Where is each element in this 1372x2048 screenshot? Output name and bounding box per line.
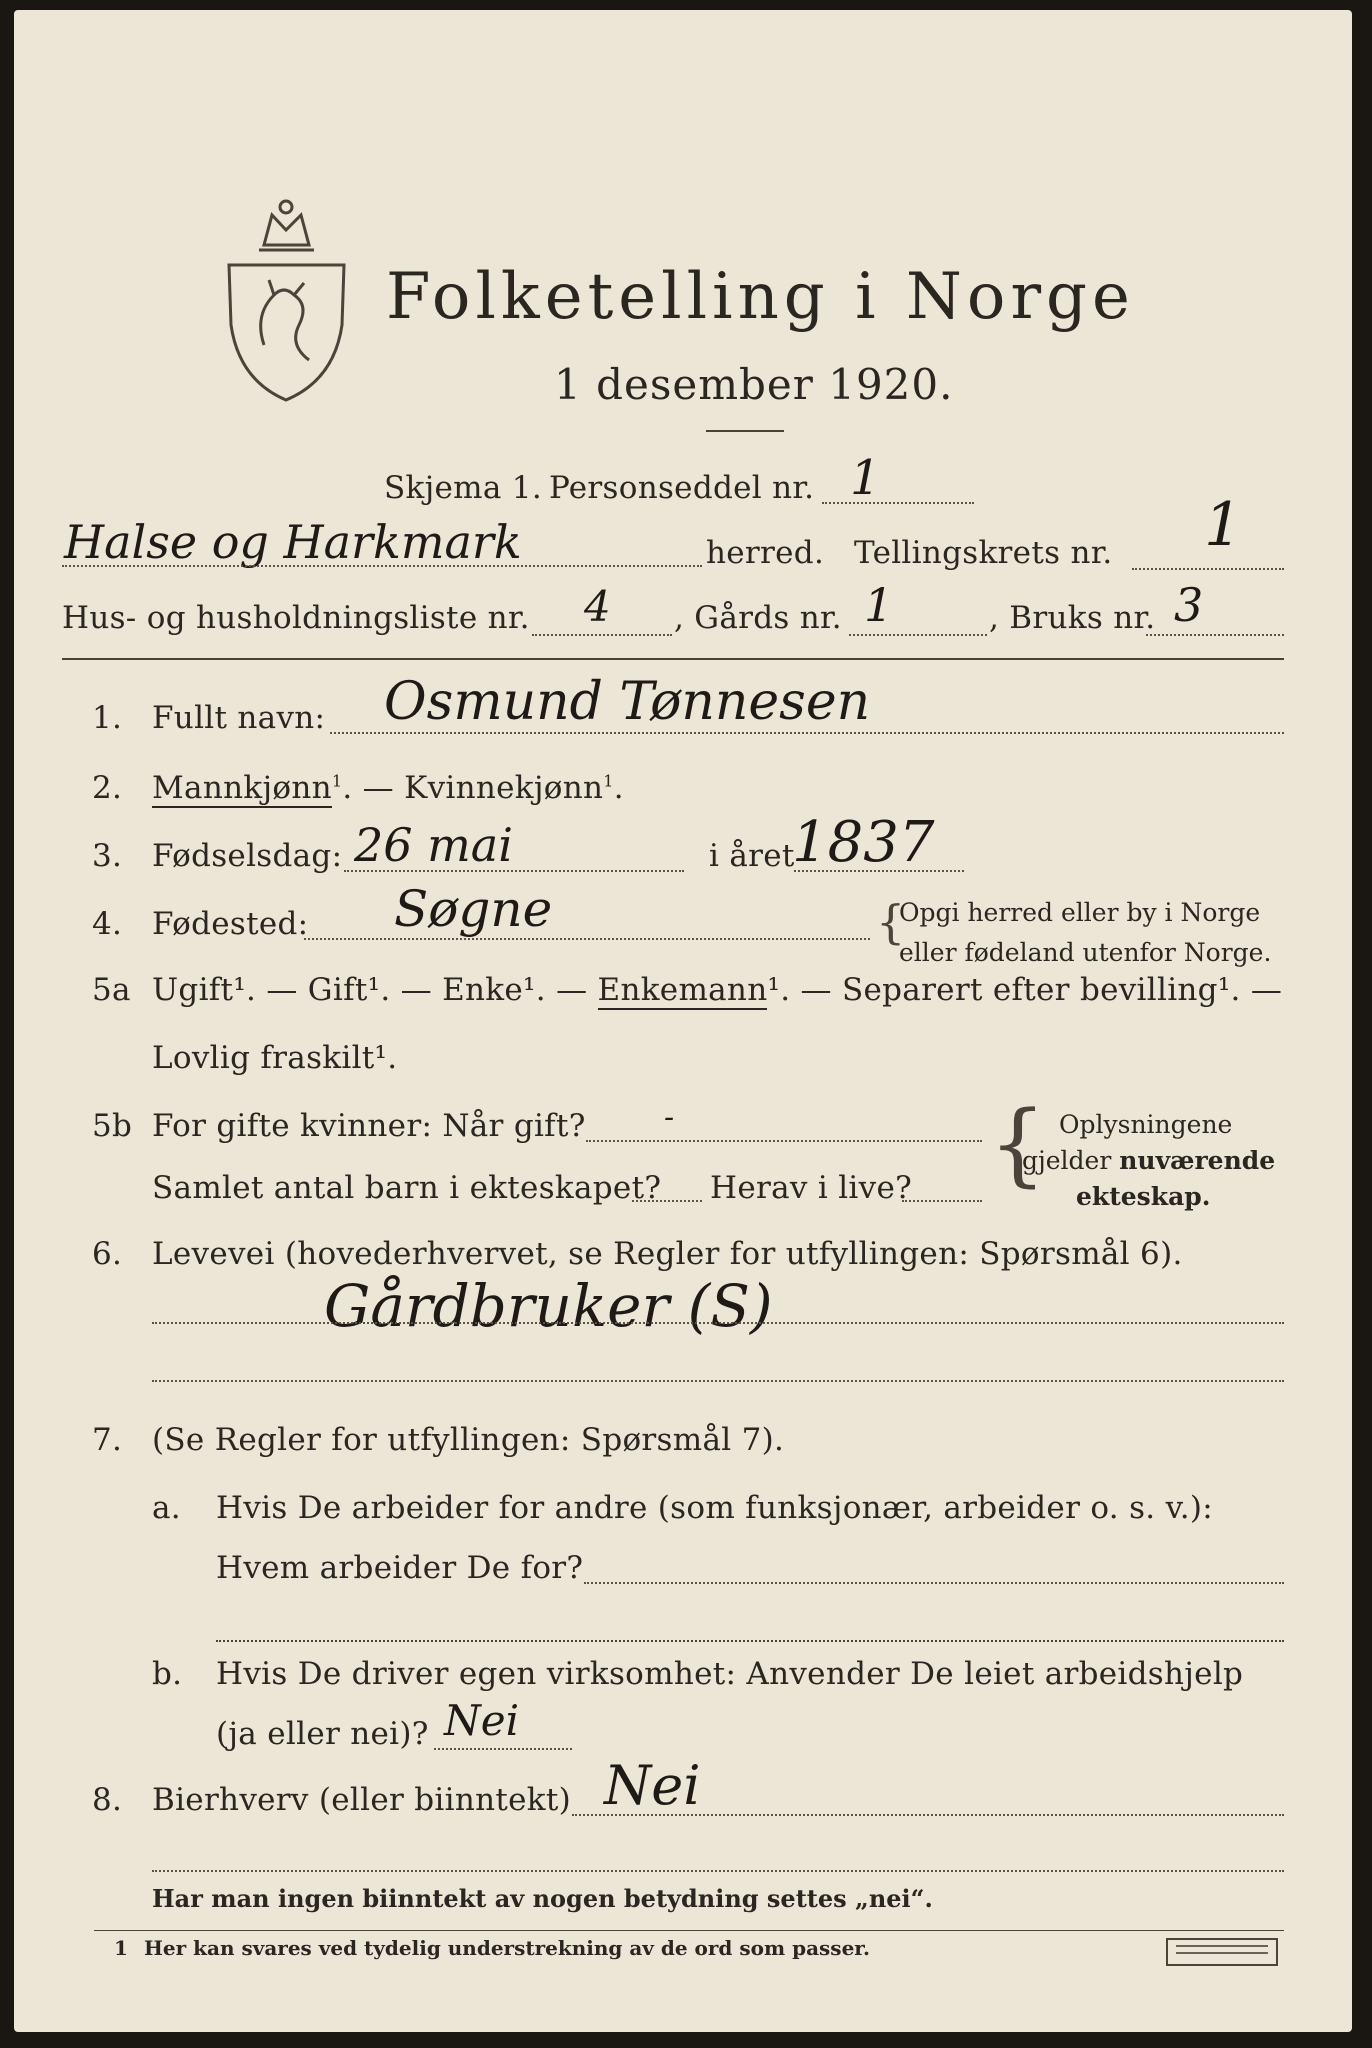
q7b-line2: (ja eller nei)?	[216, 1716, 429, 1752]
q7-number: 7.	[92, 1422, 123, 1458]
occupation-value[interactable]: Gårdbruker (S)	[324, 1272, 773, 1340]
footer-divider	[94, 1930, 1284, 1931]
q7a-line1: Hvis De arbeider for andre (som funksjonær, arbeider o. s. v.):	[216, 1490, 1214, 1526]
q4-number: 4.	[92, 906, 123, 942]
when-married-value[interactable]: -	[664, 1100, 675, 1135]
gender-female-footnote-marker: 1	[603, 771, 614, 791]
q5b-when-line	[586, 1140, 982, 1142]
marital-options-end[interactable]: ¹. — Separert efter bevilling¹. —	[767, 972, 1283, 1008]
q7-label: (Se Regler for utfyllingen: Spørsmål 7).	[152, 1422, 785, 1458]
bruks-line	[1146, 634, 1284, 636]
q7a-employer-line	[584, 1582, 1284, 1584]
tellingskrets-value[interactable]: 1	[1204, 490, 1243, 560]
gards-value[interactable]: 1	[864, 578, 894, 632]
title-divider	[706, 430, 784, 432]
q4-note-line1: Opgi herred eller by i Norge	[899, 898, 1261, 927]
q7a-letter: a.	[152, 1490, 181, 1526]
q5b-alive-label: Herav i live?	[710, 1170, 913, 1206]
husliste-value[interactable]: 4	[584, 582, 611, 631]
q8-number: 8.	[92, 1782, 123, 1818]
q5b-note-line1: Oplysningene	[1059, 1110, 1233, 1139]
q3-number: 3.	[92, 838, 123, 874]
marital-status-options	[152, 972, 1282, 1008]
q5b-note-line3: ekteskap.	[1076, 1182, 1211, 1211]
q6-label: Levevei (hovederhvervet, se Regler for utfyllingen: Spørsmål 6).	[152, 1236, 1183, 1272]
gender-separator: . —	[342, 770, 405, 806]
tellingskrets-label: Tellingskrets nr.	[854, 535, 1113, 571]
q4-line	[304, 938, 870, 940]
bruks-value[interactable]: 3	[1174, 578, 1204, 632]
q1-line	[330, 732, 1284, 734]
gender-female[interactable]: Kvinnekjønn	[404, 770, 604, 806]
birthday-value[interactable]: 26 mai	[354, 818, 513, 872]
q4-brace: {	[876, 895, 906, 949]
footnote-number: 1	[114, 1936, 128, 1960]
q5b-when-married-label: For gifte kvinner: Når gift?	[152, 1108, 586, 1144]
gards-line	[849, 634, 987, 636]
husliste-line	[532, 634, 672, 636]
birth-year-value[interactable]: 1837	[792, 810, 935, 875]
header-divider	[62, 658, 1284, 660]
marital-enkemann[interactable]: Enkemann	[597, 972, 768, 1008]
q5b-number: 5b	[92, 1108, 133, 1144]
marital-options-start[interactable]: Ugift¹. — Gift¹. — Enke¹. —	[152, 972, 598, 1008]
husliste-label: Hus- og husholdningsliste nr.	[62, 600, 530, 636]
q8-label: Bierhverv (eller biinntekt)	[152, 1782, 572, 1818]
q7b-answer-line	[434, 1748, 572, 1750]
q1-label: Fullt navn:	[152, 700, 326, 736]
footer-note: Har man ingen biinntekt av nogen betydning settes „nei“.	[152, 1884, 933, 1913]
q4-note-line2: eller fødeland utenfor Norge.	[899, 938, 1272, 967]
gender-male[interactable]: Mannkjønn	[152, 770, 332, 806]
tellingskrets-line	[1132, 568, 1284, 570]
q2-number: 2.	[92, 770, 123, 806]
q4-label: Fødested:	[152, 906, 309, 942]
personseddel-line	[822, 502, 974, 504]
hired-help-value[interactable]: Nei	[444, 1696, 520, 1745]
q5b-note-line2-start: gjelder	[1022, 1146, 1120, 1175]
birthplace-value[interactable]: Søgne	[394, 880, 553, 938]
gender-options	[152, 770, 624, 806]
norwegian-coat-of-arms-icon	[224, 195, 349, 405]
footnote-text: Her kan svares ved tydelig understrekning av de ord som passer.	[144, 1936, 870, 1960]
census-form	[14, 10, 1352, 2032]
personseddel-label: Personseddel nr.	[549, 470, 815, 506]
herred-line	[62, 565, 702, 567]
year-label: i året	[709, 838, 795, 874]
q5b-children-label: Samlet antal barn i ekteskapet?	[152, 1170, 662, 1206]
gender-male-footnote-marker: 1	[331, 771, 343, 791]
gender-end: .	[613, 770, 624, 806]
q7a-line2: Hvem arbeider De for?	[216, 1550, 584, 1586]
q5a-number: 5a	[92, 972, 131, 1008]
census-date: 1 desember 1920.	[554, 360, 954, 409]
herred-label: herred.	[706, 535, 825, 571]
q5b-children-line	[632, 1200, 702, 1202]
gards-label: , Gårds nr.	[674, 600, 842, 636]
q5b-brace: {	[989, 1092, 1047, 1197]
q5b-note-line2-emphasis: nuværende	[1119, 1146, 1276, 1175]
q7b-line1: Hvis De driver egen virksomhet: Anvender De leiet arbeidshjelp	[216, 1656, 1244, 1692]
bruks-label: , Bruks nr.	[989, 600, 1156, 636]
side-income-value[interactable]: Nei	[604, 1754, 701, 1817]
q7a-employer-line2	[216, 1640, 1284, 1642]
q6-number: 6.	[92, 1236, 123, 1272]
full-name-value[interactable]: Osmund Tønnesen	[384, 672, 871, 732]
q6-line2	[152, 1380, 1284, 1382]
form-title: Folketelling i Norge	[386, 260, 1135, 334]
herred-value[interactable]: Halse og Harkmark	[64, 515, 522, 569]
q3-label: Fødselsdag:	[152, 838, 343, 874]
personseddel-value[interactable]: 1	[850, 450, 881, 506]
q8-line2	[152, 1870, 1284, 1872]
q7b-letter: b.	[152, 1656, 183, 1692]
marital-divorced[interactable]: Lovlig fraskilt¹.	[152, 1040, 398, 1076]
printer-stamp-icon	[1166, 1938, 1278, 1966]
q5b-alive-line	[902, 1200, 982, 1202]
schema-label: Skjema 1.	[384, 470, 542, 506]
q5b-note-line2	[1022, 1146, 1275, 1175]
q1-number: 1.	[92, 700, 123, 736]
q6-line1	[152, 1322, 1284, 1324]
